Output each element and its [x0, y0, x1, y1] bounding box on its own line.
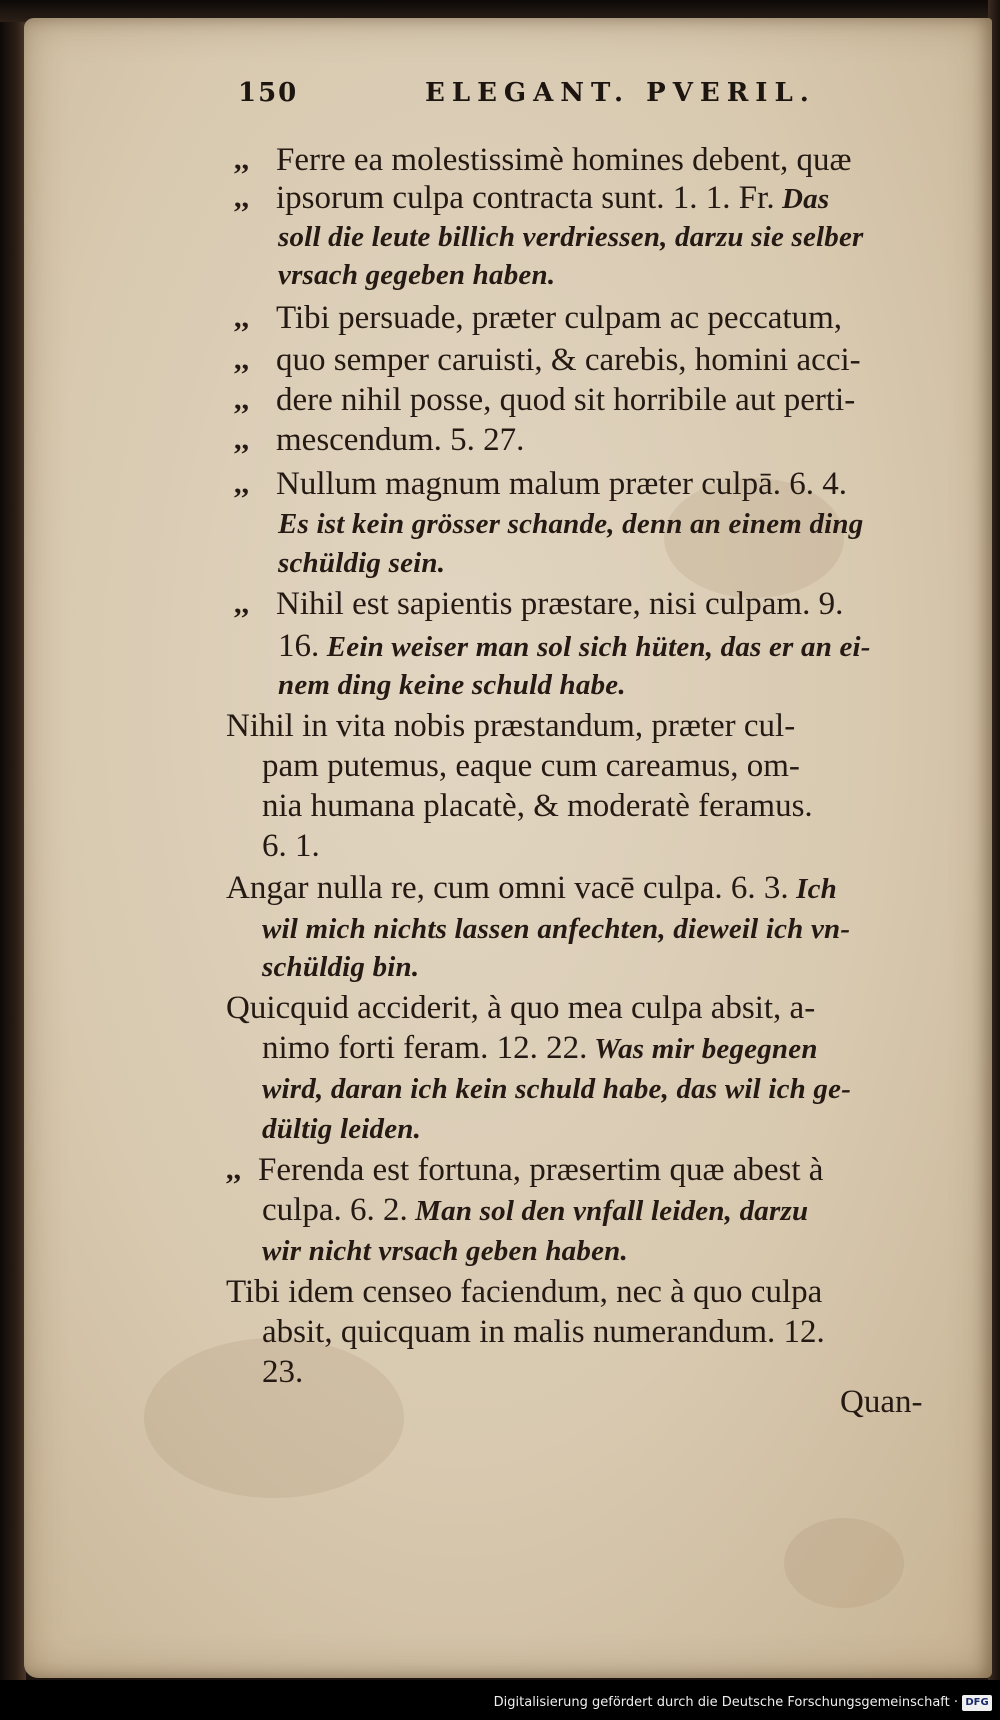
- german-gloss: wil mich nichts lassen anfechten, dieweil ich vn-: [262, 913, 851, 945]
- german-gloss: Eein weiser man sol sich hüten, das er an ei-: [319, 631, 871, 663]
- latin-text: absit, quicquam in malis numerandum. 12.: [262, 1314, 825, 1350]
- latin-text: mescendum. 5. 27.: [276, 422, 525, 458]
- text-line: [262, 746, 800, 786]
- german-gloss: Was mir begegnen: [587, 1033, 818, 1065]
- latin-text: ipsorum culpa contracta sunt. 1. 1. Fr.: [276, 180, 775, 216]
- text-line: [226, 1272, 822, 1312]
- text-line: [226, 868, 837, 908]
- text-line: [262, 1312, 825, 1352]
- quote-mark: ,,: [234, 467, 249, 500]
- quote-mark: ,,: [234, 423, 249, 456]
- text-line: [278, 216, 864, 256]
- text-line: [262, 1230, 628, 1270]
- latin-text: 23.: [262, 1354, 304, 1390]
- latin-text: culpa. 6. 2.: [262, 1192, 408, 1228]
- latin-text: Nihil est sapientis præstare, nisi culpam. 9.: [276, 586, 844, 622]
- latin-text: Tibi persuade, præter culpam ac peccatum,: [276, 300, 843, 336]
- text-line: [262, 1068, 851, 1108]
- german-gloss: dültig leiden.: [262, 1113, 422, 1145]
- text-line: [278, 503, 863, 543]
- german-gloss: schüldig sein.: [278, 547, 446, 579]
- dfg-logo: DFG: [962, 1695, 992, 1711]
- latin-text: Ferenda est fortuna, præsertim quæ abest à: [258, 1152, 824, 1188]
- german-gloss: Ich: [788, 873, 837, 905]
- text-line: [262, 826, 320, 866]
- text-line: [262, 908, 850, 948]
- german-gloss: vrsach gegeben haben.: [278, 259, 556, 291]
- text-line: [262, 786, 813, 826]
- text-line: [226, 706, 795, 746]
- latin-text: 6. 1.: [262, 828, 320, 864]
- latin-text: Ferre ea molestissimè homines debent, quæ: [276, 142, 852, 178]
- footer-bar: [0, 1680, 1000, 1720]
- german-gloss: wir nicht vrsach geben haben.: [262, 1235, 628, 1267]
- latin-text: Nihil in vita nobis præstandum, præter cul-: [226, 708, 796, 744]
- text-line: [278, 254, 555, 294]
- text-line: [258, 1150, 823, 1190]
- catchword: Quan-: [840, 1384, 923, 1420]
- text-line: [226, 988, 815, 1028]
- quote-mark: ,,: [234, 343, 249, 376]
- quote-mark: ,,: [234, 181, 249, 214]
- text-line: [262, 1352, 303, 1392]
- latin-text: Angar nulla re, cum omni vacē culpa. 6. 3.: [226, 870, 789, 906]
- text-line: [276, 420, 524, 460]
- text-line: [262, 1190, 808, 1230]
- german-gloss: nem ding keine schuld habe.: [278, 669, 626, 701]
- german-gloss: wird, daran ich kein schuld habe, das wil ich ge-: [262, 1073, 852, 1105]
- latin-text: pam putemus, eaque cum careamus, om-: [262, 748, 800, 784]
- text-line: [276, 380, 855, 420]
- latin-text: Tibi idem censeo faciendum, nec à quo culpa: [226, 1274, 823, 1310]
- text-line: [276, 140, 852, 180]
- text-line: [278, 542, 445, 582]
- page-number: 150: [238, 78, 299, 108]
- text-line: [276, 464, 847, 504]
- text-line: [262, 946, 419, 986]
- german-gloss: soll die leute billich verdriessen, darzu sie selber: [278, 221, 864, 253]
- quote-mark: ,,: [234, 587, 249, 620]
- text-line: [278, 664, 626, 704]
- german-gloss: Das: [774, 183, 830, 215]
- quote-mark: ,,: [234, 383, 249, 416]
- quote-mark: ,,: [226, 1153, 241, 1186]
- text-line: [276, 178, 829, 218]
- latin-text: Quicquid acciderit, à quo mea culpa absit, a-: [226, 990, 816, 1026]
- text-line: [278, 626, 871, 666]
- text-line: [262, 1108, 421, 1148]
- german-gloss: schüldig bin.: [262, 951, 420, 983]
- text-line: [276, 584, 843, 624]
- text-line: [276, 298, 842, 338]
- latin-text: Nullum magnum malum præter culpā. 6. 4.: [276, 466, 847, 502]
- latin-text: 16.: [278, 628, 320, 664]
- latin-text: dere nihil posse, quod sit horribile aut perti-: [276, 382, 856, 418]
- quote-mark: ,,: [234, 143, 249, 176]
- latin-text: quo semper caruisti, & carebis, homini acci-: [276, 342, 861, 378]
- german-gloss: Es ist kein grösser schande, denn an einem ding: [278, 508, 864, 540]
- footer-credit: Digitalisierung gefördert durch die Deutsche Forschungsgemeinschaft ·: [493, 1695, 958, 1710]
- text-line: [262, 1028, 818, 1068]
- quote-mark: ,,: [234, 301, 249, 334]
- latin-text: nimo forti feram. 12. 22.: [262, 1030, 588, 1066]
- german-gloss: Man sol den vnfall leiden, darzu: [407, 1195, 809, 1227]
- running-title: ELEGANT. PVERIL.: [425, 78, 816, 108]
- text-line: [276, 340, 861, 380]
- latin-text: nia humana placatè, & moderatè feramus.: [262, 788, 813, 824]
